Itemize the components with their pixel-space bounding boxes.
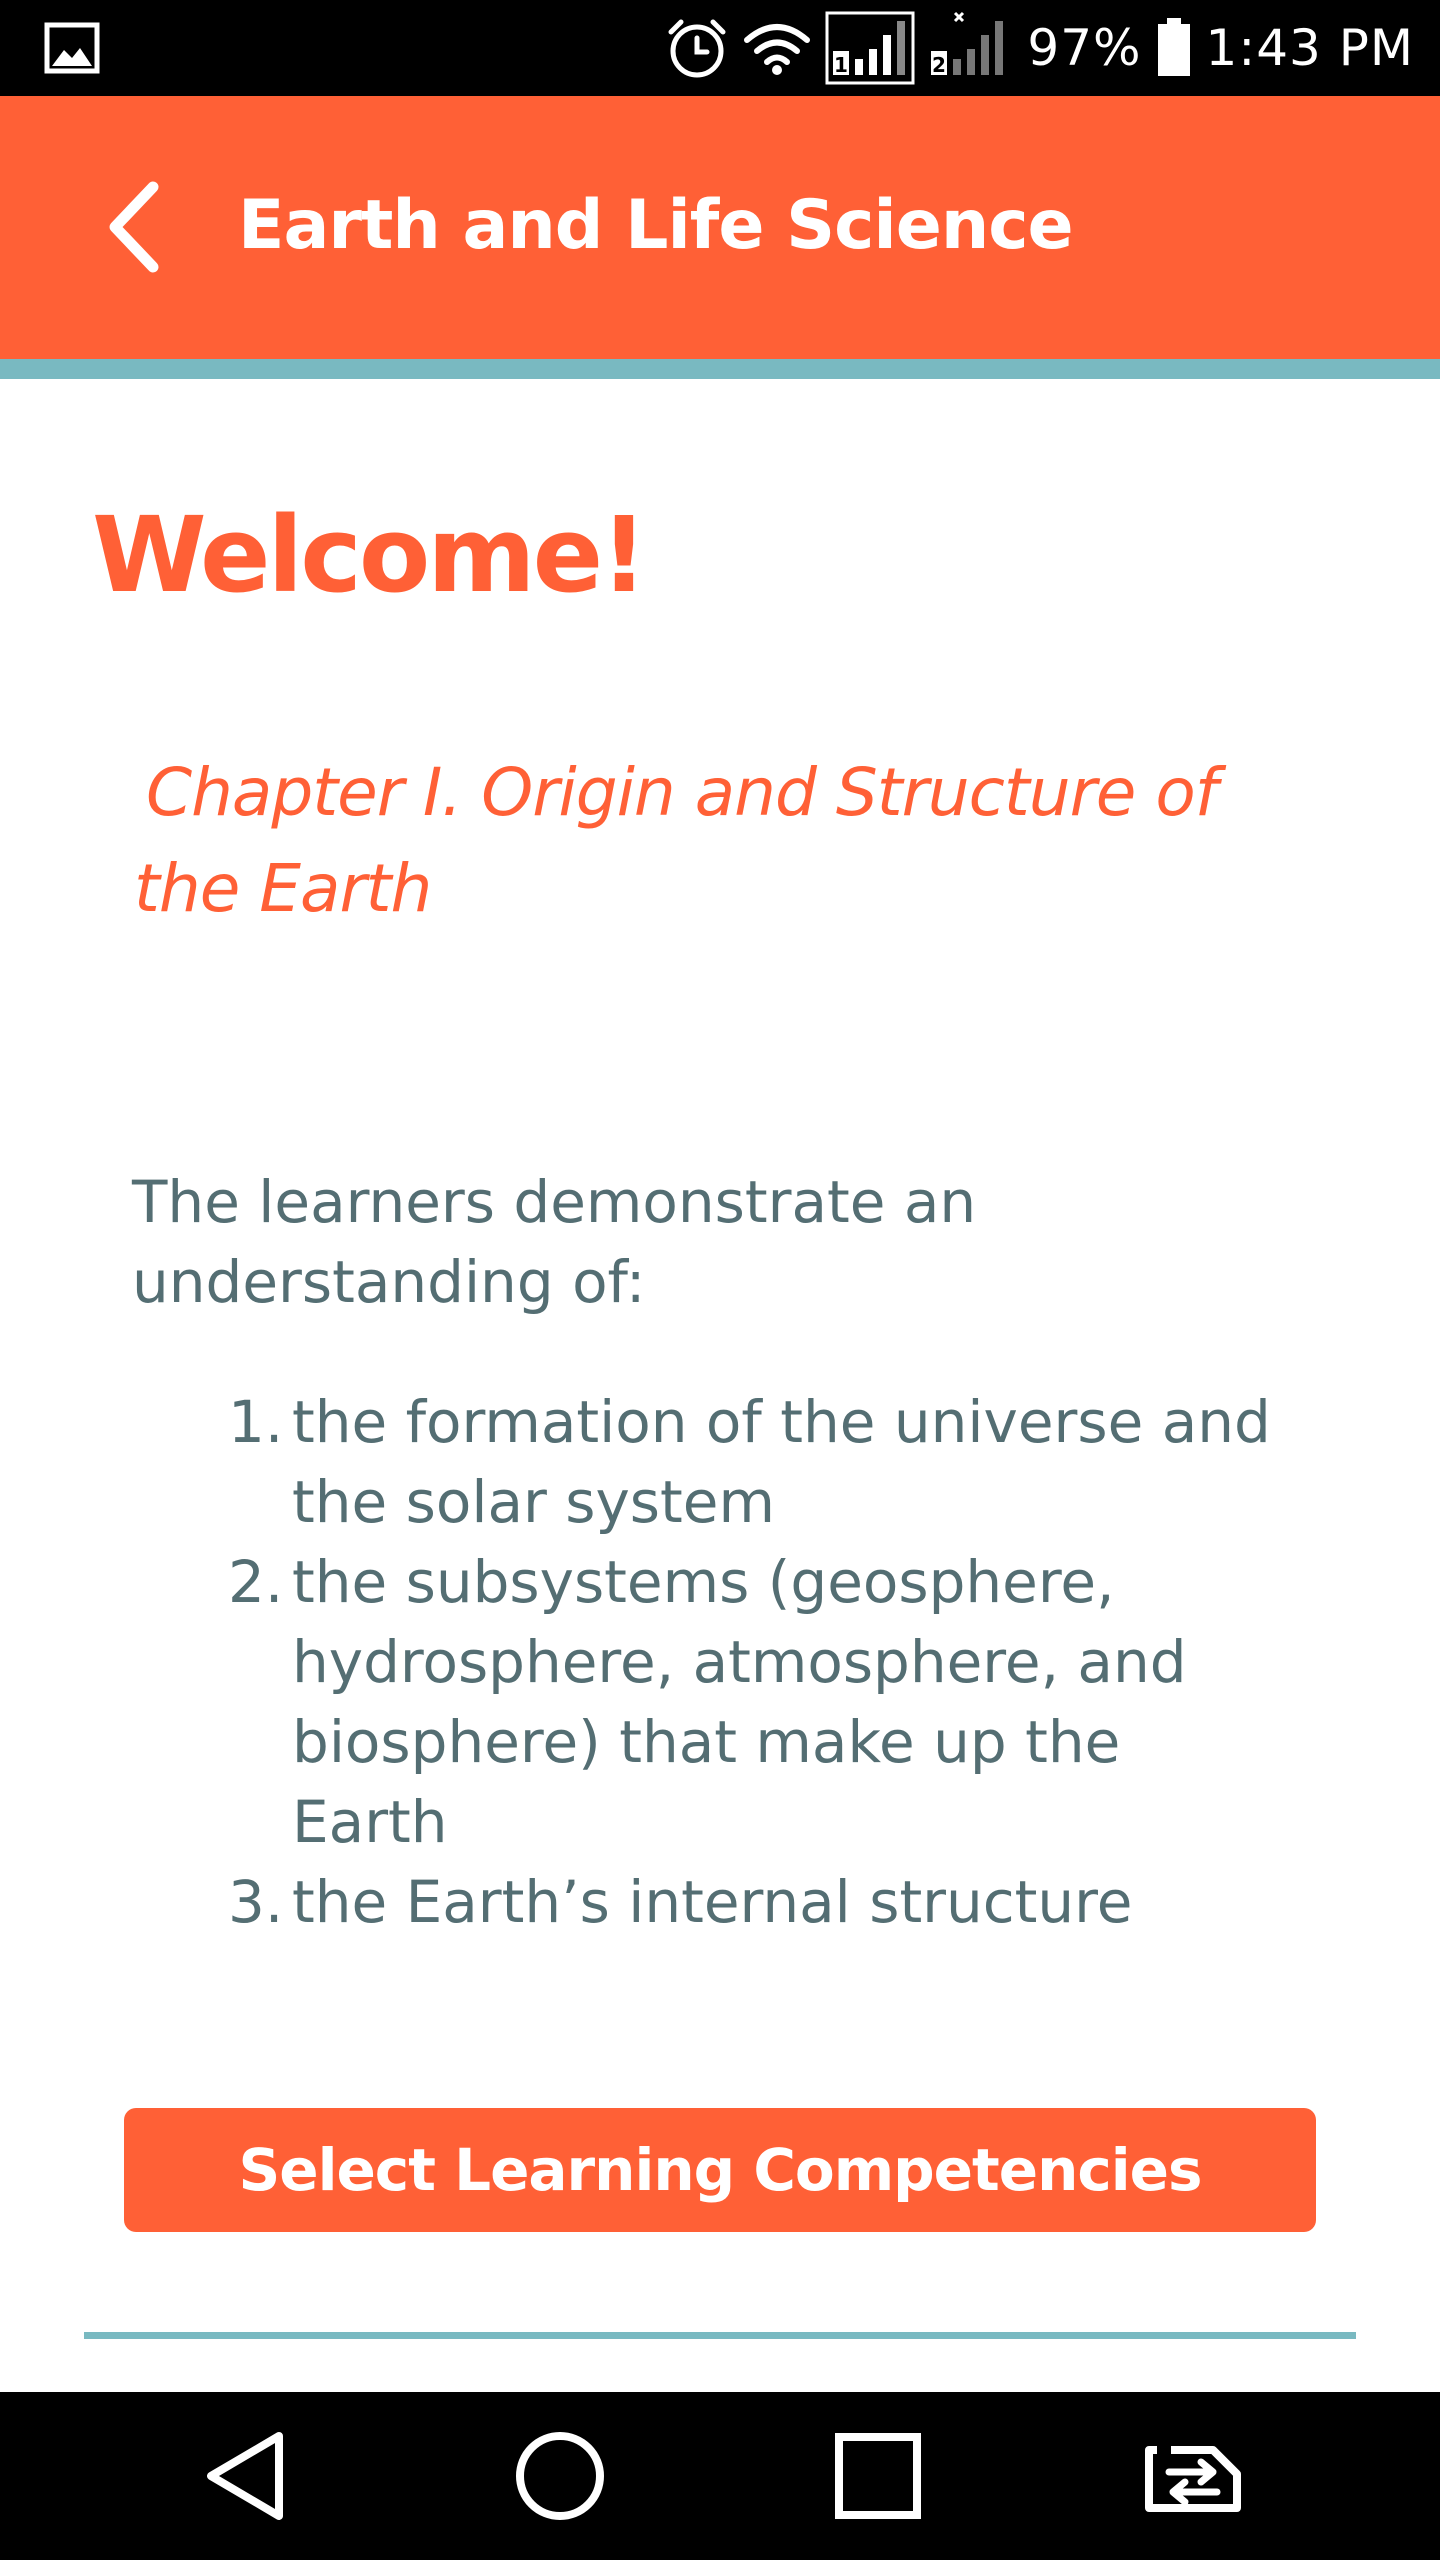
signal-sim2-icon — [929, 11, 1013, 85]
sim1-label: 1 — [834, 53, 849, 77]
list-item-text: the Earth’s internal structure — [292, 1868, 1133, 1936]
sim2-label: 2 — [932, 53, 947, 77]
back-triangle-icon — [199, 2428, 289, 2524]
list-item-number: 1. — [228, 1388, 284, 1456]
nav-home-button[interactable] — [500, 2426, 620, 2526]
button-label: Select Learning Competencies — [238, 2136, 1202, 2204]
list-item-number: 3. — [228, 1868, 284, 1936]
app-bar-accent-line — [0, 359, 1440, 379]
gallery-icon — [44, 22, 100, 74]
learning-outcomes-list — [228, 1382, 1288, 1942]
home-circle-icon — [512, 2428, 608, 2524]
list-item — [228, 1382, 1288, 1542]
nav-recents-button[interactable] — [818, 2426, 938, 2526]
battery-icon — [1156, 18, 1192, 78]
alarm-icon — [665, 16, 729, 80]
chevron-left-icon — [105, 181, 161, 273]
list-item-text: the formation of the universe and the solar system — [292, 1388, 1271, 1536]
status-bar — [0, 0, 1440, 96]
signal-sim1-icon — [825, 11, 915, 85]
navigation-bar — [0, 2392, 1440, 2560]
list-item-number: 2. — [228, 1548, 284, 1616]
chapter-title: Chapter I. Origin and Structure of the Earth — [134, 754, 1217, 927]
nav-back-button[interactable] — [184, 2426, 304, 2526]
welcome-heading: Welcome! — [92, 494, 645, 616]
divider — [84, 2332, 1356, 2339]
back-button[interactable] — [88, 165, 178, 289]
app-title: Earth and Life Science — [238, 186, 1073, 265]
wifi-icon — [743, 20, 811, 76]
clock: 1:43 PM — [1205, 19, 1414, 77]
list-item — [228, 1542, 1288, 1862]
select-learning-competencies-button[interactable] — [124, 2108, 1316, 2232]
list-item-text: the subsystems (geosphere, hydrosphere, atmosphere, and biosphere) that make up the Earth — [292, 1548, 1187, 1856]
switch-sim-icon — [1141, 2436, 1251, 2516]
nav-switch-sim-button[interactable] — [1136, 2426, 1256, 2526]
list-item — [228, 1862, 1288, 1942]
battery-percent: 97% — [1027, 19, 1142, 77]
intro-text: The learners demonstrate an understanding of: — [132, 1168, 977, 1316]
recents-square-icon — [833, 2431, 923, 2521]
status-indicators — [665, 0, 1414, 96]
